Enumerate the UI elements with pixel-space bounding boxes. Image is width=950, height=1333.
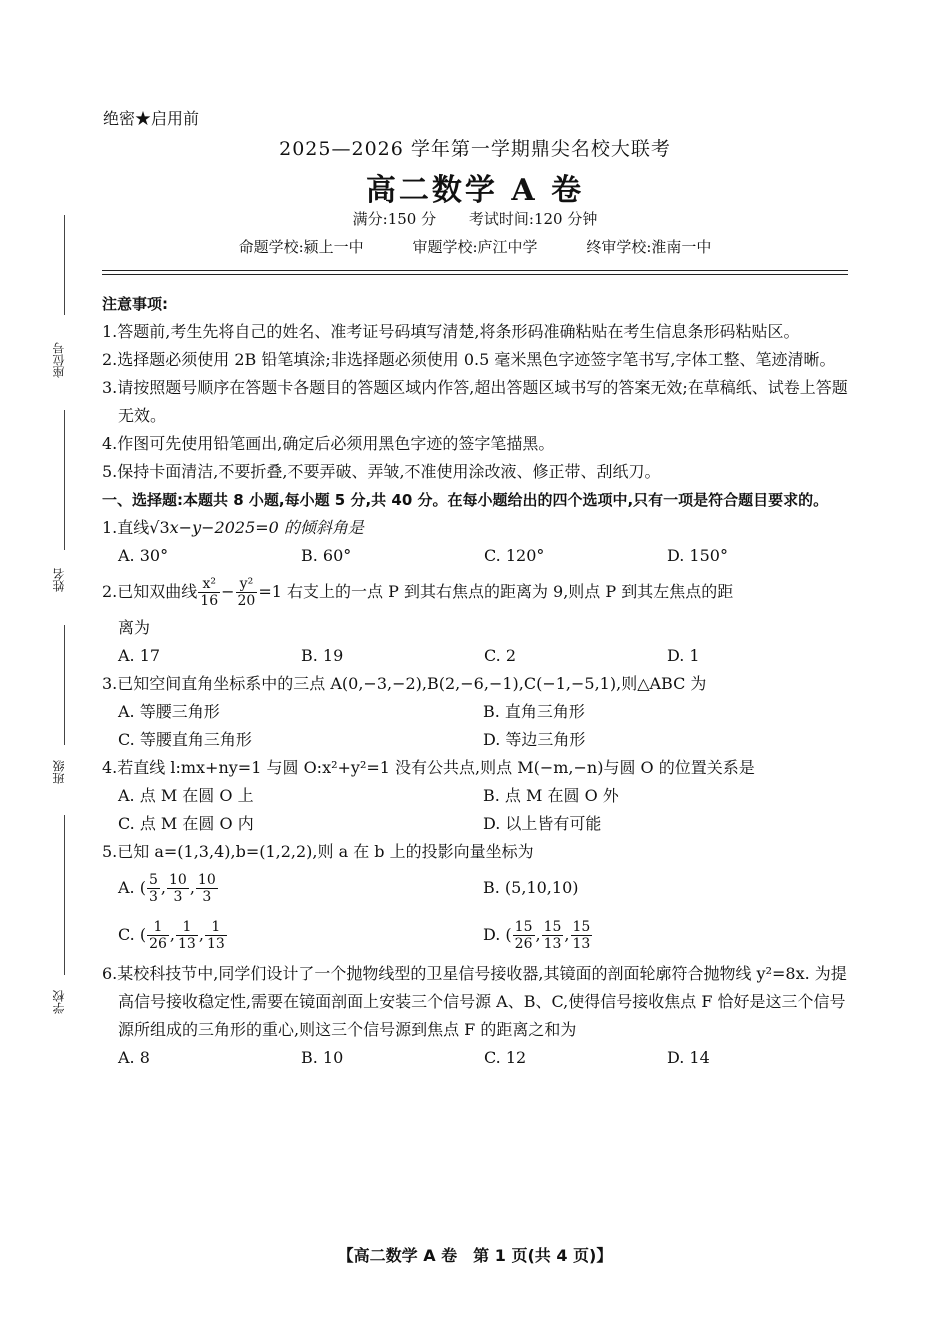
q5-options (102, 866, 850, 910)
notice-item: 4.作图可先使用铅笔画出,确定后必须用黑色字迹的签字笔描黑。 (102, 434, 555, 453)
denominator: 3 (148, 888, 158, 905)
page-footer: 【高二数学 A 卷 第 1 页(共 4 页)】 (337, 1246, 613, 1265)
numerator: y² (236, 576, 258, 593)
option-d[interactable]: D. 以上皆有可能 (483, 814, 602, 833)
school-info (0, 236, 950, 257)
numerator: 15 (572, 918, 591, 935)
option-b[interactable]: B. 点 M 在圆 O 外 (483, 786, 619, 805)
question-3: 3.已知空间直角坐标系中的三点 A(0,−3,−2),B(2,−6,−1),C(−1,−5,1),则△ABC 为 (102, 674, 707, 693)
denominator: 13 (178, 935, 196, 952)
numerator: 1 (205, 919, 227, 936)
notice-item: 3.请按照题号顺序在答题卡各题目的答题区域内作答,超出答题区域书写的答案无效;在草稿纸、试卷上答题无效。 (102, 378, 848, 425)
seat-number-label: 座位号 (52, 342, 66, 378)
comma: , (189, 878, 195, 897)
option-c-label: C. ( (118, 925, 147, 944)
numerator: 5 (148, 871, 158, 888)
class-label: 班级 (52, 760, 66, 784)
final-reviewer-school: 终审学校:淮南一中 (586, 238, 712, 256)
q2-continuation: 离为 (118, 618, 151, 637)
page-title: 高二数学 A 卷 (365, 173, 585, 208)
full-score: 满分:150 分 (352, 210, 437, 228)
fraction (236, 576, 258, 609)
notice-item: 1.答题前,考生先将自己的姓名、准考证号码填写清楚,将条形码准确粘贴在考生信息条形码粘贴区。 (102, 322, 800, 341)
notice-item: 2.选择题必须使用 2B 铅笔填涂;非选择题必须使用 0.5 毫米黑色字迹签字笔书写,字体工整、笔迹清晰。 (102, 350, 836, 369)
option-c[interactable]: C. 120° (484, 546, 545, 565)
option-a-label: A. ( (118, 878, 146, 897)
fraction (542, 919, 564, 952)
option-d[interactable] (483, 919, 848, 952)
fraction (513, 919, 535, 952)
option-c[interactable]: C. 等腰直角三角形 (118, 730, 252, 749)
name-label: 姓名 (52, 568, 66, 592)
sidebar-line (64, 410, 65, 550)
fraction (196, 872, 218, 905)
section-heading: 一、选择题:本题共 8 小题,每小题 5 分,共 40 分。在每小题给出的四个选项中,只有一项是符合题目要求的。 (102, 491, 829, 509)
denominator: 13 (543, 935, 562, 952)
denominator: 16 (200, 592, 219, 609)
notice-title: 注意事项: (102, 295, 168, 313)
question-6: 6.某校科技节中,同学们设计了一个抛物线型的卫星信号接收器,其镜面的剖面轮廓符合抛物线 y²=8x. 为提高信号接收稳定性,需要在镜面剖面上安装三个信号源 A、B、C,使得信号接收焦点 F 恰好是这三个信号源所组成的三角形的重心,则这三个信号源到焦点 F 的距离之和为 (102, 964, 847, 1039)
option-d[interactable]: D. 14 (667, 1048, 710, 1067)
q3-options (102, 698, 850, 726)
question-5: 5.已知 a=(1,3,4),b=(1,2,2),则 a 在 b 上的投影向量坐标为 (102, 842, 534, 861)
option-c[interactable]: C. 点 M 在圆 O 内 (118, 814, 254, 833)
denominator: 13 (572, 935, 591, 952)
comma: , (169, 925, 176, 944)
option-a[interactable]: A. 等腰三角形 (118, 702, 220, 721)
denominator: 26 (514, 935, 533, 952)
sidebar-line (64, 215, 65, 315)
question-4: 4.若直线 l:mx+ny=1 与圆 O:x²+y²=1 没有公共点,则点 M(−m,−n)与圆 O 的位置关系是 (102, 758, 755, 777)
q1-options (102, 542, 850, 570)
comma: , (160, 878, 166, 897)
option-b[interactable]: B. 10 (301, 1048, 344, 1067)
denominator: 26 (149, 935, 167, 952)
numerator: 10 (168, 871, 187, 888)
option-d[interactable]: D. 150° (667, 546, 728, 565)
exam-time: 考试时间:120 分钟 (468, 210, 598, 228)
fraction (176, 919, 198, 952)
comma: , (564, 925, 570, 944)
q1-post: x−y−2025=0 的倾斜角是 (169, 518, 364, 537)
header-divider (102, 270, 848, 271)
fraction (198, 576, 220, 609)
fraction (571, 919, 593, 952)
fraction (167, 872, 189, 905)
fraction (147, 919, 169, 952)
option-a[interactable] (118, 872, 483, 905)
option-b[interactable]: B. 19 (301, 646, 344, 665)
fraction (147, 872, 160, 905)
denominator: 13 (206, 935, 225, 952)
exam-meta (0, 208, 950, 229)
q2-post: =1 右支上的一点 P 到其右焦点的距离为 9,则点 P 到其左焦点的距 (258, 582, 734, 601)
option-a[interactable]: A. 17 (118, 646, 161, 665)
sidebar-line (64, 625, 65, 745)
denominator: 20 (237, 592, 256, 609)
reviewer-school: 审题学校:庐江中学 (412, 238, 538, 256)
option-d-label: D. ( (483, 925, 512, 944)
exam-subtitle: 2025—2026 学年第一学期鼎尖名校大联考 (279, 138, 671, 160)
q5-options-2 (102, 910, 850, 960)
denominator: 3 (173, 888, 183, 905)
q6-options (102, 1044, 850, 1072)
q3-options-2 (102, 726, 850, 754)
option-d[interactable]: D. 1 (667, 646, 700, 665)
numerator: 1 (176, 919, 198, 936)
numerator: 15 (543, 918, 562, 935)
q1-sqrt: √3 (149, 518, 170, 537)
confidential-label: 绝密★启用前 (103, 109, 200, 128)
question-1 (102, 514, 850, 542)
comma: , (198, 925, 204, 944)
minus-sign: − (221, 582, 235, 601)
option-b[interactable]: B. 直角三角形 (483, 702, 585, 721)
option-c[interactable]: C. 2 (484, 646, 517, 665)
option-a[interactable]: A. 8 (118, 1048, 150, 1067)
school-label: 学校 (52, 990, 66, 1014)
numerator: 1 (147, 919, 169, 936)
setter-school: 命题学校:颍上一中 (238, 238, 364, 256)
notice-item: 5.保持卡面清洁,不要折叠,不要弄破、弄皱,不准使用涂改液、修正带、刮纸刀。 (102, 462, 661, 481)
option-d[interactable]: D. 等边三角形 (483, 730, 586, 749)
q2-options (102, 642, 850, 670)
option-c[interactable] (118, 919, 483, 952)
option-b[interactable]: B. 60° (301, 546, 352, 565)
denominator: 3 (202, 888, 212, 905)
question-2 (102, 570, 850, 614)
sidebar-line (64, 815, 65, 975)
q4-options-2 (102, 810, 850, 838)
q4-options (102, 782, 850, 810)
q2-pre: 2.已知双曲线 (102, 582, 198, 601)
header-divider-2 (102, 274, 848, 275)
exam-content (102, 290, 850, 1072)
option-a[interactable]: A. 点 M 在圆 O 上 (118, 786, 254, 805)
numerator: x² (198, 576, 220, 593)
option-b[interactable]: B. (5,10,10) (483, 878, 579, 897)
q1-pre: 1.直线 (102, 518, 150, 537)
numerator: 15 (514, 918, 533, 935)
numerator: 10 (197, 871, 216, 888)
option-a[interactable]: A. 30° (118, 546, 169, 565)
comma: , (535, 925, 541, 944)
option-c[interactable]: C. 12 (484, 1048, 527, 1067)
fraction (205, 919, 227, 952)
